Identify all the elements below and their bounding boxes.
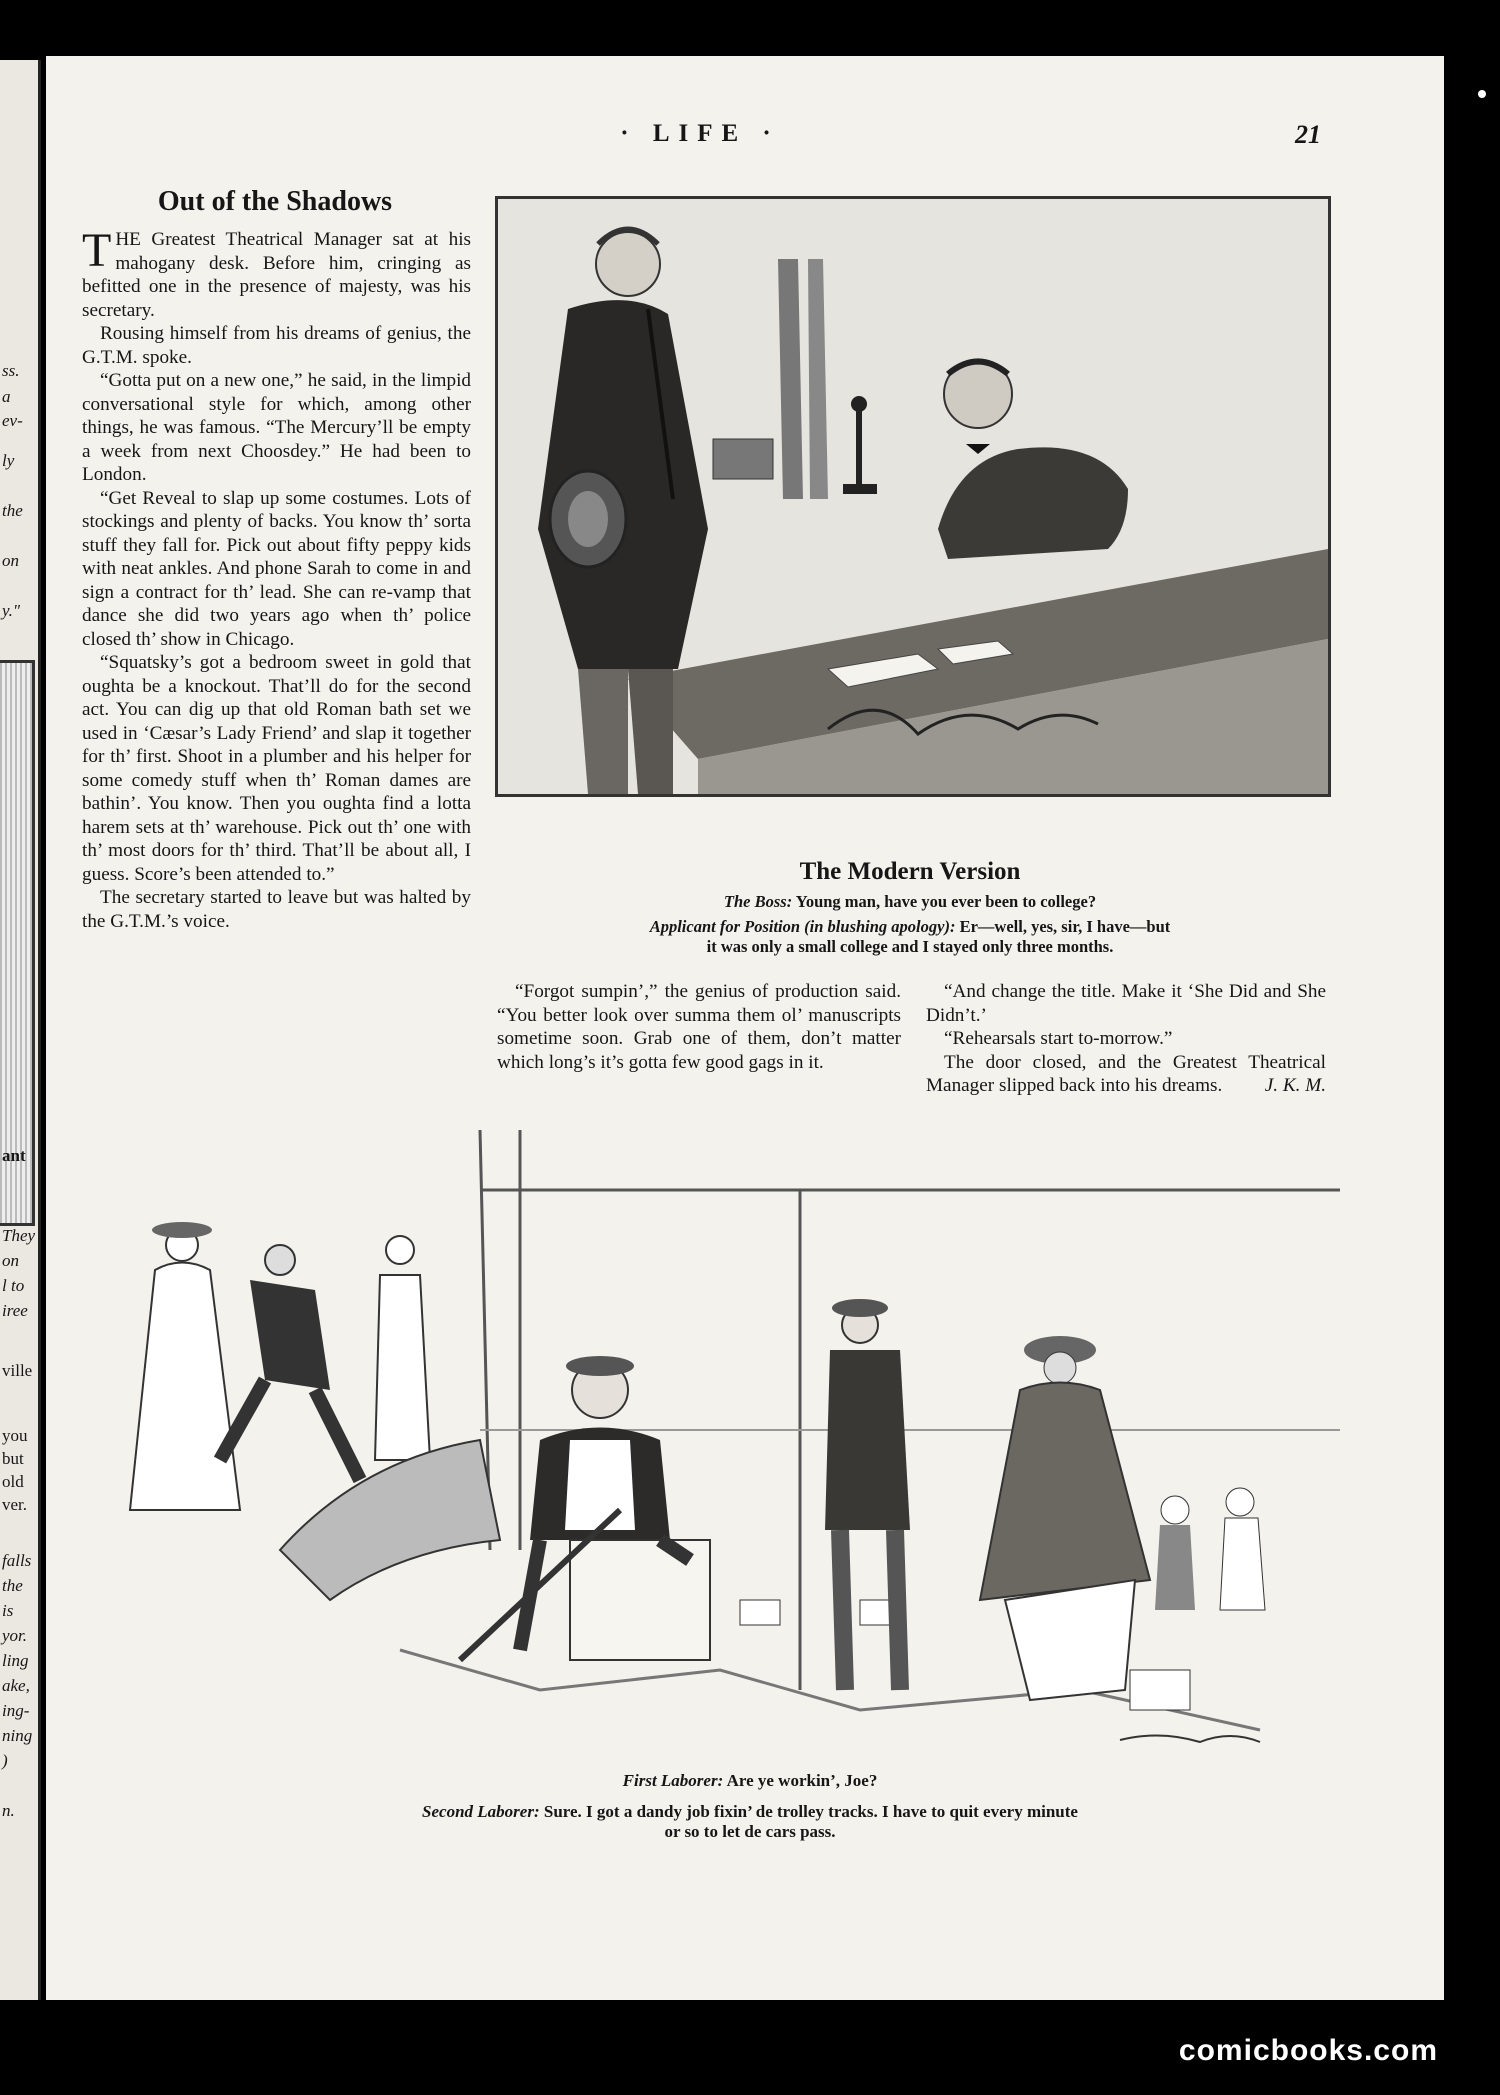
fragment: the [2,501,23,520]
fragment: on [2,1251,19,1270]
fragment: ake, [2,1676,30,1695]
fragment: ing- [2,1701,30,1720]
cartoon-caption-line [495,892,1325,912]
dialogue: Er—well, yes, sir, I have—but [959,917,1171,936]
paragraph: The door closed, and the Greatest Theatrical Manager slipped back into his dreams. J. K. M. [926,1051,1326,1096]
previous-page-edge [0,60,41,2000]
fragment: ville [2,1361,33,1380]
site-watermark: comicbooks.com [1178,2034,1438,2067]
fragment: ss. [2,361,20,380]
dialogue: Are ye workin’, Joe? [726,1771,878,1790]
article-column-right [926,980,1326,1098]
cartoon-caption-line [495,917,1325,957]
previous-page-illustration [0,660,35,1226]
fragment: the [2,1576,23,1595]
cartoon-title: The Modern Version [799,858,1021,885]
fragment: They [2,1226,36,1245]
fragment: ev- [2,411,23,430]
fragment: old [2,1472,24,1491]
dialogue: or so to let de cars pass. [664,1822,836,1841]
paragraph: “Gotta put on a new one,” he said, in the limpid conversational style for which, among other things, he was famous. “The Mercury’ll be empty a week from next Choosdey.” He had been to London. [82,370,471,485]
fragment: yor. [2,1626,28,1645]
running-head: · LIFE · [620,120,780,147]
paragraph: The secretary started to leave but was halted by the G.T.M.’s voice. [82,887,471,932]
paragraph: “Squatsky’s got a bedroom sweet in gold that oughta be a knockout. That’ll do for the second act. You can dig up that old Roman bath set we used in ‘Cæsar’s Lady Friend’ and slap it together for th’ first. Shoot in a plumber and his helper for some comedy stuff when th’ Roman dames are bathin’. You know. Then you oughta find a lotta harem sets at th’ warehouse. Pick out th’ one with th’ most doors for th’ third. That’ll be about all, I guess. Score’s been attended to.” [82,652,471,885]
office-cartoon-illustration [495,196,1331,797]
paragraph: “Get Reveal to slap up some costumes. Lots of stockings and plenty of backs. You know th’ sorta stuff they fall for. Pick out about fifty peppy kids with neat ankles. And phone Sarah to come in and sign a contract for th’ lead. She can re-vamp that dance she did two years ago when th’ police closed th’ show in Chicago. [82,487,471,650]
fragment: iree [2,1301,28,1320]
fragment: n. [2,1801,15,1820]
fragment: y." [2,601,20,620]
author-initials: J. K. M. [1264,1075,1326,1096]
fragment: on [2,551,19,570]
dialogue: it was only a small college and I stayed only three months. [706,937,1114,956]
fragment: ly [2,451,15,470]
fragment: ning [2,1726,33,1745]
paragraph: Rousing himself from his dreams of genius, the G.T.M. spoke. [82,323,471,368]
speck [1478,90,1486,98]
fragment: is [2,1601,14,1620]
speaker-label: Second Laborer: [422,1802,540,1821]
speaker-label: Applicant for Position (in blushing apology): [649,917,956,936]
drop-cap: T [82,224,112,277]
fragment: but [2,1449,24,1468]
speaker-label: First Laborer: [622,1771,724,1790]
paragraph: “Forgot sumpin’,” the genius of production said. “You better look over summa them ol’ manuscripts sometime soon. Grab one of them, don’t matter which long’s it’s gotta few good gags in it. [497,981,901,1073]
paragraph: THE Greatest Theatrical Manager sat at his mahogany desk. Before him, cringing as befitted one in the presence of majesty, was his secretary. [82,224,471,321]
fragment: ant [2,1146,26,1165]
article-title: Out of the Shadows [157,186,393,217]
article-column-middle [497,980,901,1074]
dialogue: Sure. I got a dandy job fixin’ de trolley tracks. I have to quit every minute [543,1802,1078,1821]
speaker-label: The Boss: [723,892,793,911]
fragment: ver. [2,1495,28,1514]
fragment: ling [2,1651,29,1670]
paragraph: “Rehearsals start to-morrow.” [944,1028,1173,1049]
fragment: l to [2,1276,25,1295]
fragment: you [2,1426,28,1445]
article-column-left [82,224,471,933]
fragment: a [2,387,11,406]
cartoon-caption-line [140,1771,1360,1791]
cartoon-caption-line [140,1802,1360,1842]
fragment: falls [2,1551,32,1570]
fragment: ) [2,1751,8,1770]
page-number: 21 [1295,120,1321,149]
street-cartoon-illustration [100,1130,1340,1770]
paragraph: “And change the title. Make it ‘She Did and She Didn’t.’ [926,981,1326,1026]
dialogue: Young man, have you ever been to college? [795,892,1097,911]
